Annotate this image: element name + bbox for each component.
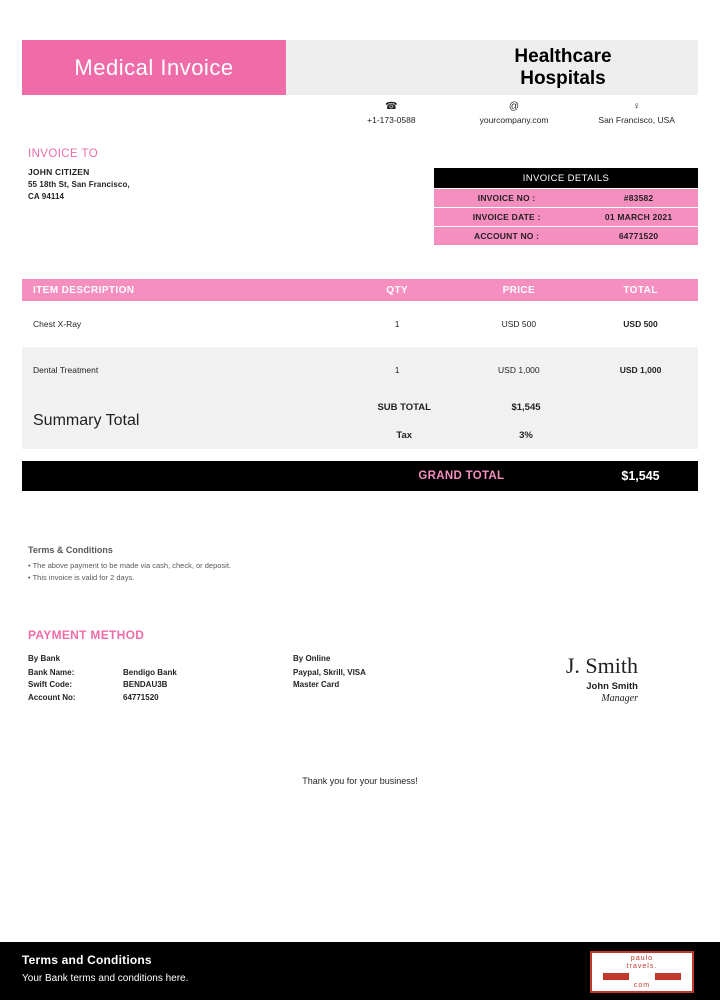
item-price: USD 1,000 [498,365,540,375]
payment-method-title: PAYMENT METHOD [28,628,145,642]
terms-and-conditions-block [28,545,448,583]
tax-value: 3% [519,429,533,441]
summary-values [340,393,698,449]
column-header-price: PRICE [502,284,536,296]
tax-label: Tax [396,429,413,441]
customer-address-line1: 55 18th St, San Francisco, [28,180,130,189]
payment-columns [28,654,668,704]
signer-role: Manager [601,693,638,705]
page-title: Medical Invoice [22,40,286,95]
footer-text-block [22,953,188,984]
paulo-travels-logo [590,951,694,993]
bank-name-label: Bank Name: [28,668,75,677]
company-name-line2: Hospitals [520,67,606,89]
summary-line-subtotal [340,393,698,421]
footer-logo-bottom-text: com [633,982,651,990]
swift-code-value: BENDAU3B [123,680,168,690]
item-price: USD 500 [501,319,537,329]
table-row [22,301,698,347]
contact-phone [330,100,453,126]
invoice-details-table [434,168,698,245]
header-spacer [286,40,458,95]
contact-email-text: yourcompany.com [479,115,549,125]
email-icon: @ [508,101,520,112]
subtotal-value: $1,545 [511,401,541,413]
customer-name: JOHN CITIZEN [28,167,90,177]
invoice-details-heading: INVOICE DETAILS [434,168,698,188]
terms-title: Terms & Conditions [28,545,113,555]
payment-method-block [28,628,668,704]
table-row [434,189,698,207]
account-no-row [28,692,293,704]
table-row [22,347,698,393]
terms-line-2: • This invoice is valid for 2 days. [28,572,135,582]
subtotal-label: SUB TOTAL [377,401,431,413]
phone-icon: ☎ [385,101,398,112]
column-header-total: TOTAL [623,284,658,296]
contact-email [453,100,576,126]
invoice-no-label: INVOICE NO : [477,193,536,203]
swift-code-label: Swift Code: [28,680,72,690]
contact-row [330,100,698,126]
contact-address-text: San Francisco, USA [598,115,675,125]
online-line-2: Master Card [293,680,340,690]
invoice-to-label: INVOICE TO [28,148,99,160]
swift-code-row [28,679,293,691]
footer-subtitle: Your Bank terms and conditions here. [22,973,189,984]
account-no-label: ACCOUNT NO : [473,231,540,241]
invoice-date-value: 01 MARCH 2021 [604,212,673,222]
item-qty: 1 [394,319,400,329]
by-online-heading: By Online [293,654,331,663]
footer-bar [0,942,720,1000]
contact-phone-text: +1-173-0588 [367,115,416,125]
item-total: USD 500 [623,319,658,329]
footer-logo-mid-text: travels. [626,963,658,970]
items-table [22,279,698,491]
grand-total-label: GRAND TOTAL [418,470,505,482]
item-qty: 1 [394,365,400,375]
payment-by-online [293,654,523,704]
column-header-qty: QTY [386,284,409,296]
by-bank-heading: By Bank [28,654,61,663]
table-row [434,227,698,245]
account-no-value: 64771520 [618,231,659,241]
bank-name-value: Bendigo Bank [123,668,177,677]
footer-logo-top-text: paulo [630,954,654,962]
signature-mark: J. Smith [565,653,638,678]
grand-total-value: $1,545 [621,469,660,483]
customer-address-line2: CA 94114 [28,191,65,201]
item-description: Chest X-Ray [33,319,82,329]
table-row [434,208,698,226]
item-description: Dental Treatment [33,365,99,375]
contact-address [575,100,698,126]
item-total: USD 1,000 [619,365,662,375]
items-table-header [22,279,698,301]
account-no-label: Account No: [28,692,76,702]
column-header-description: ITEM DESCRIPTION [33,284,135,296]
summary-block [22,393,698,449]
company-logo [458,40,668,95]
account-no-value: 64771520 [123,692,159,702]
footer-title: Terms and Conditions [22,953,152,967]
header-band [22,40,698,95]
company-name-line1: Healthcare [514,45,612,67]
summary-total-label: Summary Total [33,412,140,429]
summary-line-tax [340,421,698,449]
signature-block [523,654,668,704]
online-line-1: Paypal, Skrill, VISA [293,668,366,677]
footer-logo-bar-left [603,973,629,980]
signer-name: John Smith [586,681,638,693]
location-pin-icon: ♀ [632,101,641,112]
invoice-no-value: #83582 [623,193,654,203]
terms-line-1: • The above payment to be made via cash, check, or deposit. [28,561,232,570]
footer-logo-bars [603,973,681,980]
thank-you-note: Thank you for your business! [302,776,418,786]
invoice-date-label: INVOICE DATE : [472,212,541,222]
header-right-spacer [668,40,698,95]
bank-name-row [28,667,293,679]
grand-total-bar [22,461,698,491]
payment-by-bank [28,654,293,704]
footer-logo-bar-right [655,973,681,980]
invoice-to-block [28,148,288,202]
